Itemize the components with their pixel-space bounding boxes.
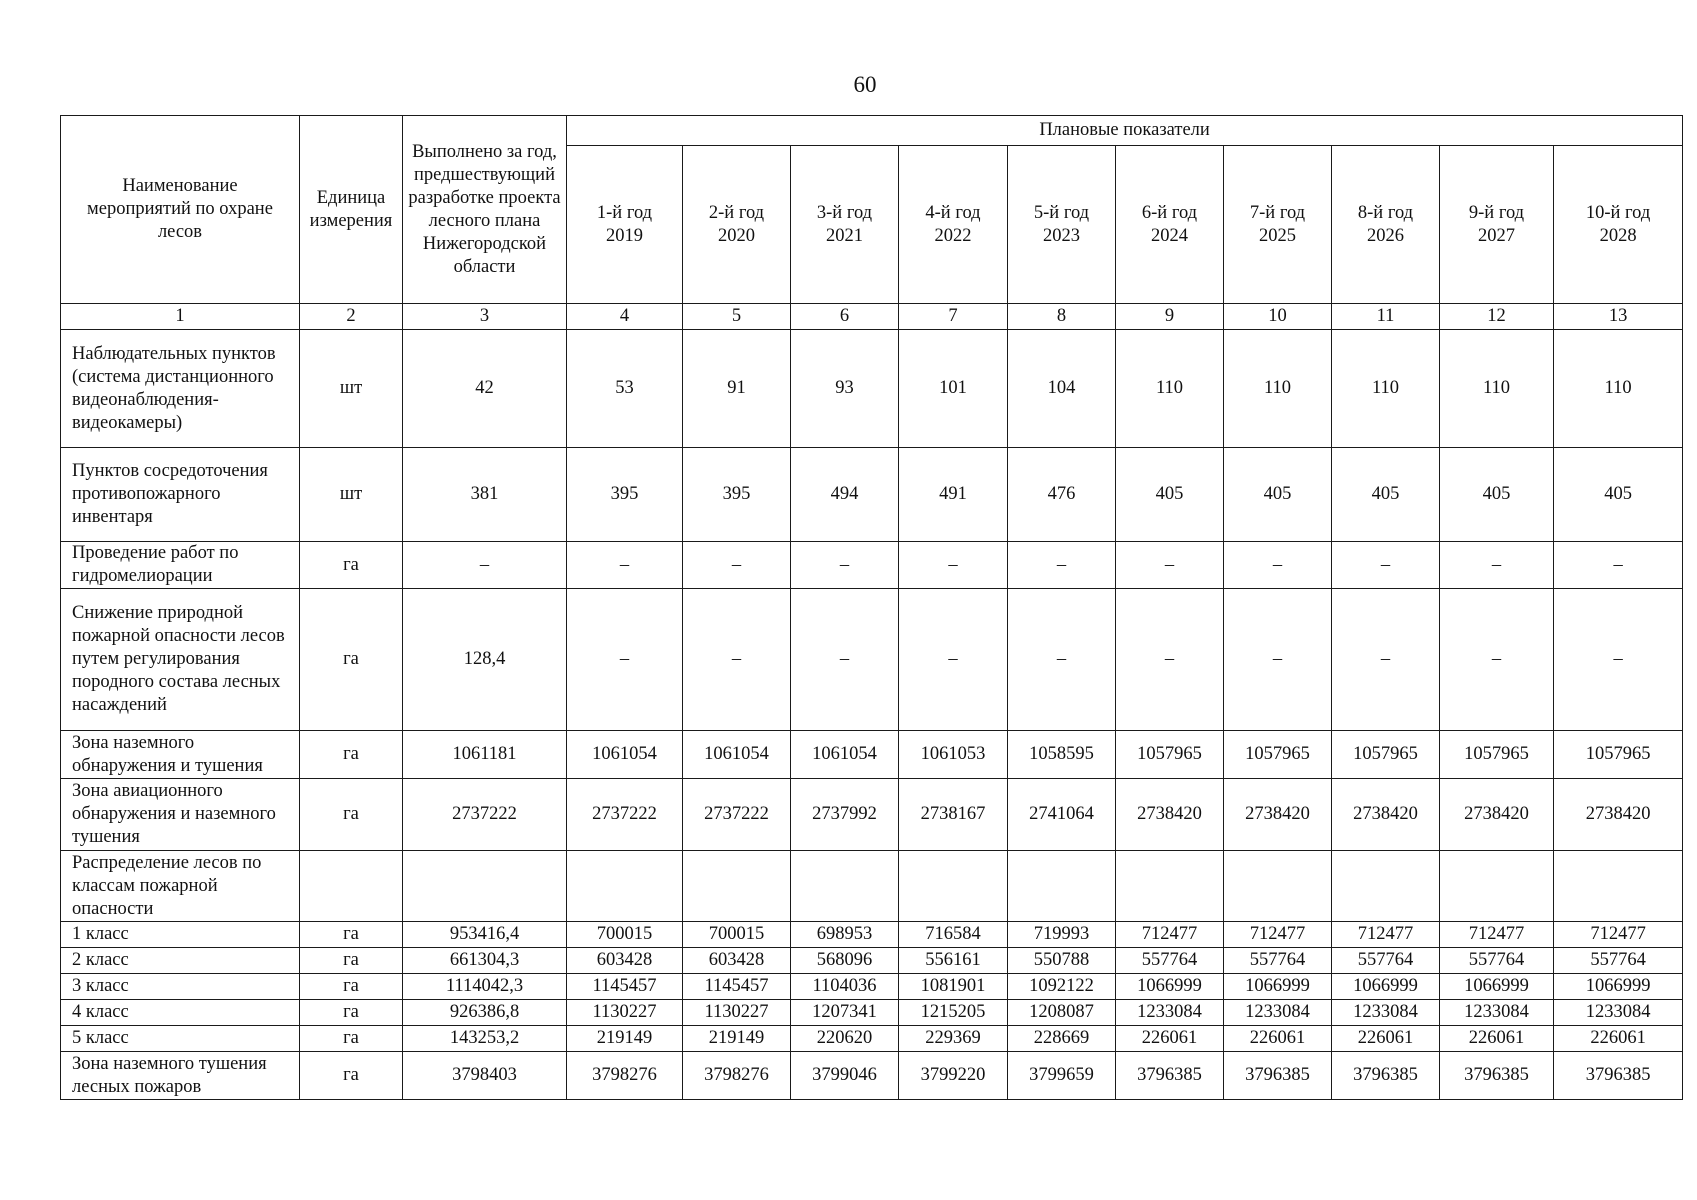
table-row-class-2 xyxy=(61,948,1683,974)
row-done: 2737222 xyxy=(403,779,567,851)
row-plan-value: 1061053 xyxy=(899,731,1008,779)
table-row-fire-equipment-points xyxy=(61,448,1683,542)
row-plan-value: 1233084 xyxy=(1440,1000,1554,1026)
row-plan-value: 1208087 xyxy=(1008,1000,1116,1026)
row-plan-value: 405 xyxy=(1116,448,1224,542)
table-row-class-3 xyxy=(61,974,1683,1000)
row-done: 42 xyxy=(403,330,567,448)
row-plan-value: – xyxy=(567,542,683,589)
index-cell: 4 xyxy=(567,304,683,330)
row-unit: га xyxy=(300,948,403,974)
row-done: 143253,2 xyxy=(403,1026,567,1052)
row-done: 953416,4 xyxy=(403,922,567,948)
index-cell: 1 xyxy=(61,304,300,330)
row-plan-value: 2738420 xyxy=(1440,779,1554,851)
row-plan-value: 1104036 xyxy=(791,974,899,1000)
index-cell: 3 xyxy=(403,304,567,330)
table-row-fire-class-distribution xyxy=(61,851,1683,922)
row-plan-value: 101 xyxy=(899,330,1008,448)
row-unit: га xyxy=(300,1052,403,1100)
table-row-aviation-detection-zone xyxy=(61,779,1683,851)
row-plan-value: 1092122 xyxy=(1008,974,1116,1000)
header-done: Выполнено за год, предшествующий разработке проекта лесного плана Нижегородской области xyxy=(403,116,567,304)
row-plan-value: 556161 xyxy=(899,948,1008,974)
table-row-class-1 xyxy=(61,922,1683,948)
row-plan-value: 226061 xyxy=(1116,1026,1224,1052)
row-plan-value: 557764 xyxy=(1554,948,1683,974)
row-unit: га xyxy=(300,731,403,779)
header-year-2: 2-й год 2020 xyxy=(683,146,791,304)
row-plan-value xyxy=(1440,851,1554,922)
row-done: 1061181 xyxy=(403,731,567,779)
row-done: – xyxy=(403,542,567,589)
row-plan-value: 1066999 xyxy=(1332,974,1440,1000)
row-plan-value: 1145457 xyxy=(683,974,791,1000)
row-done: 3798403 xyxy=(403,1052,567,1100)
row-plan-value: 557764 xyxy=(1332,948,1440,974)
row-plan-value: 3796385 xyxy=(1224,1052,1332,1100)
row-unit: га xyxy=(300,1026,403,1052)
index-cell: 9 xyxy=(1116,304,1224,330)
row-plan-value: 226061 xyxy=(1332,1026,1440,1052)
row-plan-value xyxy=(1008,851,1116,922)
row-plan-value: 2737992 xyxy=(791,779,899,851)
row-unit: га xyxy=(300,974,403,1000)
index-row xyxy=(61,304,1683,330)
row-done: 661304,3 xyxy=(403,948,567,974)
row-unit: га xyxy=(300,542,403,589)
page-number: 60 xyxy=(853,72,877,97)
row-done: 926386,8 xyxy=(403,1000,567,1026)
row-plan-value xyxy=(1332,851,1440,922)
row-plan-value: 712477 xyxy=(1224,922,1332,948)
row-plan-value: 2738420 xyxy=(1554,779,1683,851)
row-plan-value: 491 xyxy=(899,448,1008,542)
table-row-class-4 xyxy=(61,1000,1683,1026)
row-plan-value: – xyxy=(1332,542,1440,589)
header-year-4: 4-й год 2022 xyxy=(899,146,1008,304)
row-plan-value: 719993 xyxy=(1008,922,1116,948)
row-plan-value: 91 xyxy=(683,330,791,448)
row-plan-value: 494 xyxy=(791,448,899,542)
row-plan-value: 395 xyxy=(683,448,791,542)
table-row-hydromelioration xyxy=(61,542,1683,589)
row-plan-value: – xyxy=(1554,589,1683,731)
index-cell: 6 xyxy=(791,304,899,330)
row-plan-value: 557764 xyxy=(1116,948,1224,974)
row-plan-value: 557764 xyxy=(1224,948,1332,974)
row-plan-value: – xyxy=(1116,542,1224,589)
header-year-6: 6-й год 2024 xyxy=(1116,146,1224,304)
row-unit: га xyxy=(300,589,403,731)
row-plan-value: 229369 xyxy=(899,1026,1008,1052)
row-plan-value: 716584 xyxy=(899,922,1008,948)
row-unit: га xyxy=(300,779,403,851)
table-row-fire-danger-reduction xyxy=(61,589,1683,731)
row-plan-value: 1061054 xyxy=(791,731,899,779)
row-plan-value: – xyxy=(683,542,791,589)
header-year-8: 8-й год 2026 xyxy=(1332,146,1440,304)
row-plan-value: – xyxy=(1440,542,1554,589)
table-row-observation-points xyxy=(61,330,1683,448)
row-plan-value: 3799659 xyxy=(1008,1052,1116,1100)
row-plan-value: 405 xyxy=(1224,448,1332,542)
index-cell: 2 xyxy=(300,304,403,330)
header-name: Наименование мероприятий по охране лесов xyxy=(61,116,300,304)
row-name: Распределение лесов по классам пожарной опасности xyxy=(61,851,300,922)
row-plan-value: 1233084 xyxy=(1116,1000,1224,1026)
row-plan-value: 1081901 xyxy=(899,974,1008,1000)
row-plan-value: 1233084 xyxy=(1224,1000,1332,1026)
row-name: Пунктов сосредоточения противопожарного инвентаря xyxy=(61,448,300,542)
row-plan-value: 1057965 xyxy=(1332,731,1440,779)
row-plan-value: 405 xyxy=(1332,448,1440,542)
row-plan-value: 550788 xyxy=(1008,948,1116,974)
row-unit xyxy=(300,851,403,922)
row-plan-value: 226061 xyxy=(1440,1026,1554,1052)
row-plan-value: 712477 xyxy=(1440,922,1554,948)
row-plan-value: 2738420 xyxy=(1116,779,1224,851)
row-plan-value: 226061 xyxy=(1224,1026,1332,1052)
row-plan-value: 2737222 xyxy=(567,779,683,851)
row-plan-value: 219149 xyxy=(567,1026,683,1052)
row-plan-value: 3799046 xyxy=(791,1052,899,1100)
index-cell: 7 xyxy=(899,304,1008,330)
row-plan-value: 93 xyxy=(791,330,899,448)
index-cell: 10 xyxy=(1224,304,1332,330)
row-name: Зона наземного тушения лесных пожаров xyxy=(61,1052,300,1100)
index-cell: 8 xyxy=(1008,304,1116,330)
row-unit: га xyxy=(300,922,403,948)
row-done xyxy=(403,851,567,922)
row-plan-value: 110 xyxy=(1554,330,1683,448)
row-name: 1 класс xyxy=(61,922,300,948)
row-plan-value: 405 xyxy=(1554,448,1683,542)
row-plan-value: 1057965 xyxy=(1440,731,1554,779)
row-plan-value: 603428 xyxy=(567,948,683,974)
row-plan-value: 228669 xyxy=(1008,1026,1116,1052)
row-plan-value: 1057965 xyxy=(1116,731,1224,779)
table-row-class-5 xyxy=(61,1026,1683,1052)
row-plan-value: 1058595 xyxy=(1008,731,1116,779)
row-name: 5 класс xyxy=(61,1026,300,1052)
header-year-10: 10-й год 2028 xyxy=(1554,146,1683,304)
row-unit: га xyxy=(300,1000,403,1026)
row-plan-value xyxy=(791,851,899,922)
row-plan-value: – xyxy=(567,589,683,731)
row-plan-value: 1145457 xyxy=(567,974,683,1000)
row-plan-value: 219149 xyxy=(683,1026,791,1052)
row-plan-value: – xyxy=(899,542,1008,589)
row-plan-value: – xyxy=(1224,589,1332,731)
row-plan-value xyxy=(683,851,791,922)
row-plan-value: – xyxy=(683,589,791,731)
row-plan-value: – xyxy=(1224,542,1332,589)
row-plan-value: 3798276 xyxy=(683,1052,791,1100)
row-plan-value: 712477 xyxy=(1332,922,1440,948)
row-plan-value: 1066999 xyxy=(1440,974,1554,1000)
row-done: 128,4 xyxy=(403,589,567,731)
row-plan-value: 1215205 xyxy=(899,1000,1008,1026)
index-cell: 11 xyxy=(1332,304,1440,330)
row-plan-value: 1233084 xyxy=(1332,1000,1440,1026)
index-cell: 13 xyxy=(1554,304,1683,330)
header-year-5: 5-й год 2023 xyxy=(1008,146,1116,304)
row-plan-value: 698953 xyxy=(791,922,899,948)
row-plan-value: 53 xyxy=(567,330,683,448)
row-plan-value: 405 xyxy=(1440,448,1554,542)
row-plan-value: 110 xyxy=(1224,330,1332,448)
row-plan-value xyxy=(1224,851,1332,922)
forest-protection-table xyxy=(60,115,1683,1100)
row-done: 1114042,3 xyxy=(403,974,567,1000)
row-plan-value: 220620 xyxy=(791,1026,899,1052)
row-plan-value: 110 xyxy=(1116,330,1224,448)
row-plan-value: – xyxy=(791,589,899,731)
row-plan-value: 395 xyxy=(567,448,683,542)
header-year-9: 9-й год 2027 xyxy=(1440,146,1554,304)
row-plan-value: 476 xyxy=(1008,448,1116,542)
row-plan-value: 104 xyxy=(1008,330,1116,448)
row-plan-value: – xyxy=(1116,589,1224,731)
row-plan-value: 1130227 xyxy=(567,1000,683,1026)
row-done: 381 xyxy=(403,448,567,542)
row-plan-value: 3798276 xyxy=(567,1052,683,1100)
row-plan-value: 3796385 xyxy=(1332,1052,1440,1100)
header-row-top xyxy=(61,116,1683,146)
row-plan-value: – xyxy=(1008,542,1116,589)
row-plan-value: – xyxy=(1554,542,1683,589)
row-plan-value: 1233084 xyxy=(1554,1000,1683,1026)
row-plan-value: 712477 xyxy=(1116,922,1224,948)
row-plan-value: 1061054 xyxy=(683,731,791,779)
header-plan: Плановые показатели xyxy=(567,116,1683,146)
table-row-ground-suppression-zone xyxy=(61,1052,1683,1100)
row-plan-value: – xyxy=(1008,589,1116,731)
row-plan-value: 1061054 xyxy=(567,731,683,779)
row-name: 4 класс xyxy=(61,1000,300,1026)
row-plan-value: 3796385 xyxy=(1554,1052,1683,1100)
row-unit: шт xyxy=(300,330,403,448)
row-plan-value: 1207341 xyxy=(791,1000,899,1026)
row-plan-value: 110 xyxy=(1440,330,1554,448)
header-year-1: 1-й год 2019 xyxy=(567,146,683,304)
row-name: Наблюдательных пунктов (система дистанционного видеонаблюдения-видеокамеры) xyxy=(61,330,300,448)
row-plan-value xyxy=(567,851,683,922)
row-plan-value xyxy=(899,851,1008,922)
row-plan-value: – xyxy=(1332,589,1440,731)
row-name: Зона авиационного обнаружения и наземного тушения xyxy=(61,779,300,851)
index-cell: 5 xyxy=(683,304,791,330)
row-plan-value: 712477 xyxy=(1554,922,1683,948)
row-plan-value: 1066999 xyxy=(1554,974,1683,1000)
row-name: Проведение работ по гидромелиорации xyxy=(61,542,300,589)
row-name: Зона наземного обнаружения и тушения xyxy=(61,731,300,779)
header-year-3: 3-й год 2021 xyxy=(791,146,899,304)
row-plan-value: 2738420 xyxy=(1224,779,1332,851)
row-plan-value xyxy=(1116,851,1224,922)
row-plan-value: 3796385 xyxy=(1440,1052,1554,1100)
row-name: 2 класс xyxy=(61,948,300,974)
row-plan-value: 2737222 xyxy=(683,779,791,851)
row-plan-value: – xyxy=(791,542,899,589)
index-cell: 12 xyxy=(1440,304,1554,330)
row-plan-value: 1066999 xyxy=(1116,974,1224,1000)
row-plan-value: 700015 xyxy=(567,922,683,948)
row-plan-value: 1066999 xyxy=(1224,974,1332,1000)
row-plan-value: 2738167 xyxy=(899,779,1008,851)
row-plan-value: 2738420 xyxy=(1332,779,1440,851)
row-plan-value: 1057965 xyxy=(1554,731,1683,779)
row-unit: шт xyxy=(300,448,403,542)
row-plan-value: 1057965 xyxy=(1224,731,1332,779)
row-plan-value: – xyxy=(1440,589,1554,731)
row-plan-value: 2741064 xyxy=(1008,779,1116,851)
row-plan-value: 3796385 xyxy=(1116,1052,1224,1100)
row-plan-value: 1130227 xyxy=(683,1000,791,1026)
row-plan-value: – xyxy=(899,589,1008,731)
row-plan-value: 110 xyxy=(1332,330,1440,448)
row-name: Снижение природной пожарной опасности лесов путем регулирования породного состава лесных насаждений xyxy=(61,589,300,731)
row-name: 3 класс xyxy=(61,974,300,1000)
row-plan-value: 568096 xyxy=(791,948,899,974)
header-year-7: 7-й год 2025 xyxy=(1224,146,1332,304)
row-plan-value: 603428 xyxy=(683,948,791,974)
row-plan-value: 3799220 xyxy=(899,1052,1008,1100)
row-plan-value: 226061 xyxy=(1554,1026,1683,1052)
row-plan-value xyxy=(1554,851,1683,922)
row-plan-value: 557764 xyxy=(1440,948,1554,974)
header-unit: Единица измерения xyxy=(300,116,403,304)
table-row-ground-detection-zone xyxy=(61,731,1683,779)
row-plan-value: 700015 xyxy=(683,922,791,948)
